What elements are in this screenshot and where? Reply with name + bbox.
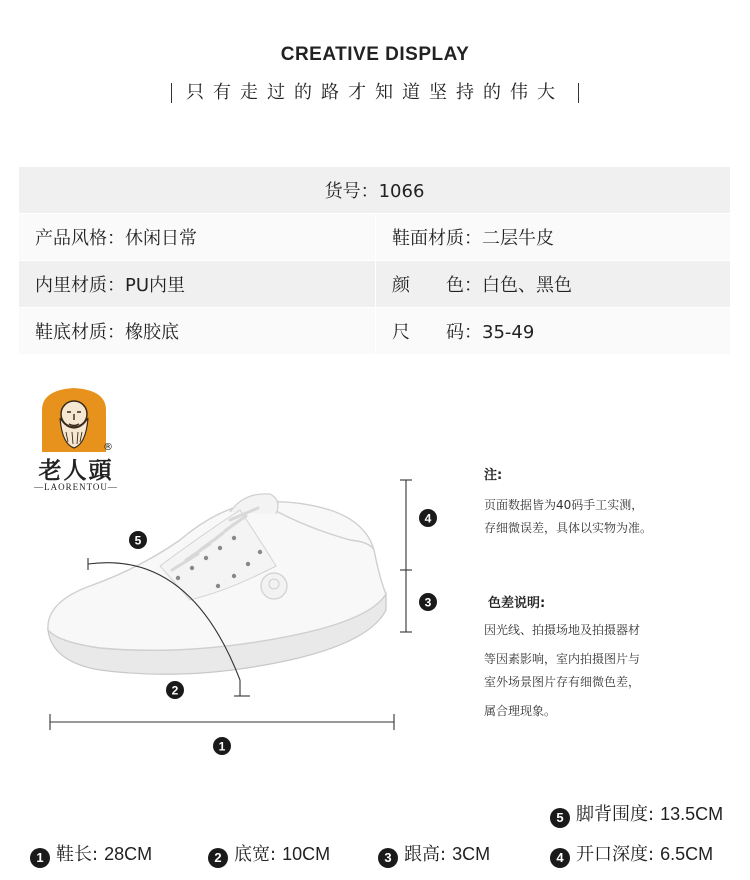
marker-5-label: 5 [134, 533, 142, 548]
measure-label: 开口深度: [576, 844, 655, 865]
item-number: 货号：1066 [19, 167, 731, 214]
color-line: 因光线、拍摄场地及拍摄器材 [484, 623, 641, 637]
measure-instep [550, 800, 723, 828]
marker-3 [419, 593, 437, 611]
note-line: 页面数据皆为40码手工实测， [484, 498, 644, 512]
measure-value: 6.5CM [660, 844, 714, 864]
measure-label: 鞋长: [56, 844, 99, 865]
marker-5 [129, 531, 147, 549]
note-line: 存细微误差，具体以实物为准。 [484, 521, 653, 535]
measure-length [30, 840, 152, 868]
measure-label: 跟高: [404, 844, 447, 865]
section-subtitle [0, 78, 750, 104]
measure-number: 2 [208, 848, 228, 868]
subtitle-text: 只有走过的路才知道坚持的伟大 [186, 82, 564, 103]
measure-value: 3CM [452, 844, 491, 864]
sole-label: 鞋底材质： [35, 322, 125, 343]
measure-heel [378, 840, 490, 868]
marker-4-label: 4 [424, 511, 432, 526]
shoe-diagram [30, 470, 470, 770]
registered-mark: ® [103, 442, 113, 453]
color-cell [376, 261, 731, 308]
sole-cell [19, 308, 376, 355]
color-line: 等因素影响，室内拍摄图片与 [484, 652, 641, 666]
marker-2 [166, 681, 184, 699]
measure-number: 3 [378, 848, 398, 868]
style-cell [19, 214, 376, 261]
spec-table [18, 166, 731, 355]
measure-value: 13.5CM [660, 804, 724, 824]
brand-latin: —LAORENTOU— [34, 482, 118, 492]
style-value: 休闲日常 [125, 228, 197, 249]
brand-name: 老人頭 [38, 458, 114, 484]
table-row [19, 214, 731, 261]
table-row [19, 308, 731, 355]
color-value: 白色、黑色 [482, 275, 572, 296]
section-title: CREATIVE DISPLAY [280, 44, 470, 65]
marker-1-label: 1 [218, 739, 226, 754]
measure-value: 10CM [282, 844, 331, 864]
color-label: 颜 色： [392, 275, 482, 296]
upper-value: 二层牛皮 [482, 228, 554, 249]
lining-cell [19, 261, 376, 308]
lining-value: PU内里 [125, 275, 186, 296]
table-row [19, 261, 731, 308]
marker-2-label: 2 [171, 683, 179, 698]
measure-opening [550, 840, 713, 868]
divider-right [578, 83, 579, 103]
note-title: 注: [484, 468, 503, 483]
size-cell [376, 308, 731, 355]
brand-logo-icon [38, 384, 110, 454]
measure-number: 4 [550, 848, 570, 868]
divider-left [171, 83, 172, 103]
measure-number: 5 [550, 808, 570, 828]
measure-number: 1 [30, 848, 50, 868]
style-label: 产品风格： [35, 228, 125, 249]
measure-value: 28CM [104, 844, 153, 864]
color-line: 室外场景图片存有细微色差， [484, 675, 641, 689]
size-label: 尺 码： [392, 322, 482, 343]
measure-width [208, 840, 330, 868]
marker-3-label: 3 [424, 595, 432, 610]
marker-1 [213, 737, 231, 755]
color-title: 色差说明: [488, 596, 546, 611]
size-value: 35-49 [482, 322, 535, 343]
shoe-side-badge [261, 573, 287, 599]
sole-value: 橡胶底 [125, 322, 179, 343]
color-line: 属合理现象。 [484, 704, 557, 718]
lining-label: 内里材质： [35, 275, 125, 296]
measure-label: 脚背围度: [576, 804, 655, 825]
measure-label: 底宽: [234, 844, 277, 865]
table-row [19, 167, 731, 214]
marker-4 [419, 509, 437, 527]
upper-label: 鞋面材质： [392, 228, 482, 249]
upper-cell [376, 214, 731, 261]
